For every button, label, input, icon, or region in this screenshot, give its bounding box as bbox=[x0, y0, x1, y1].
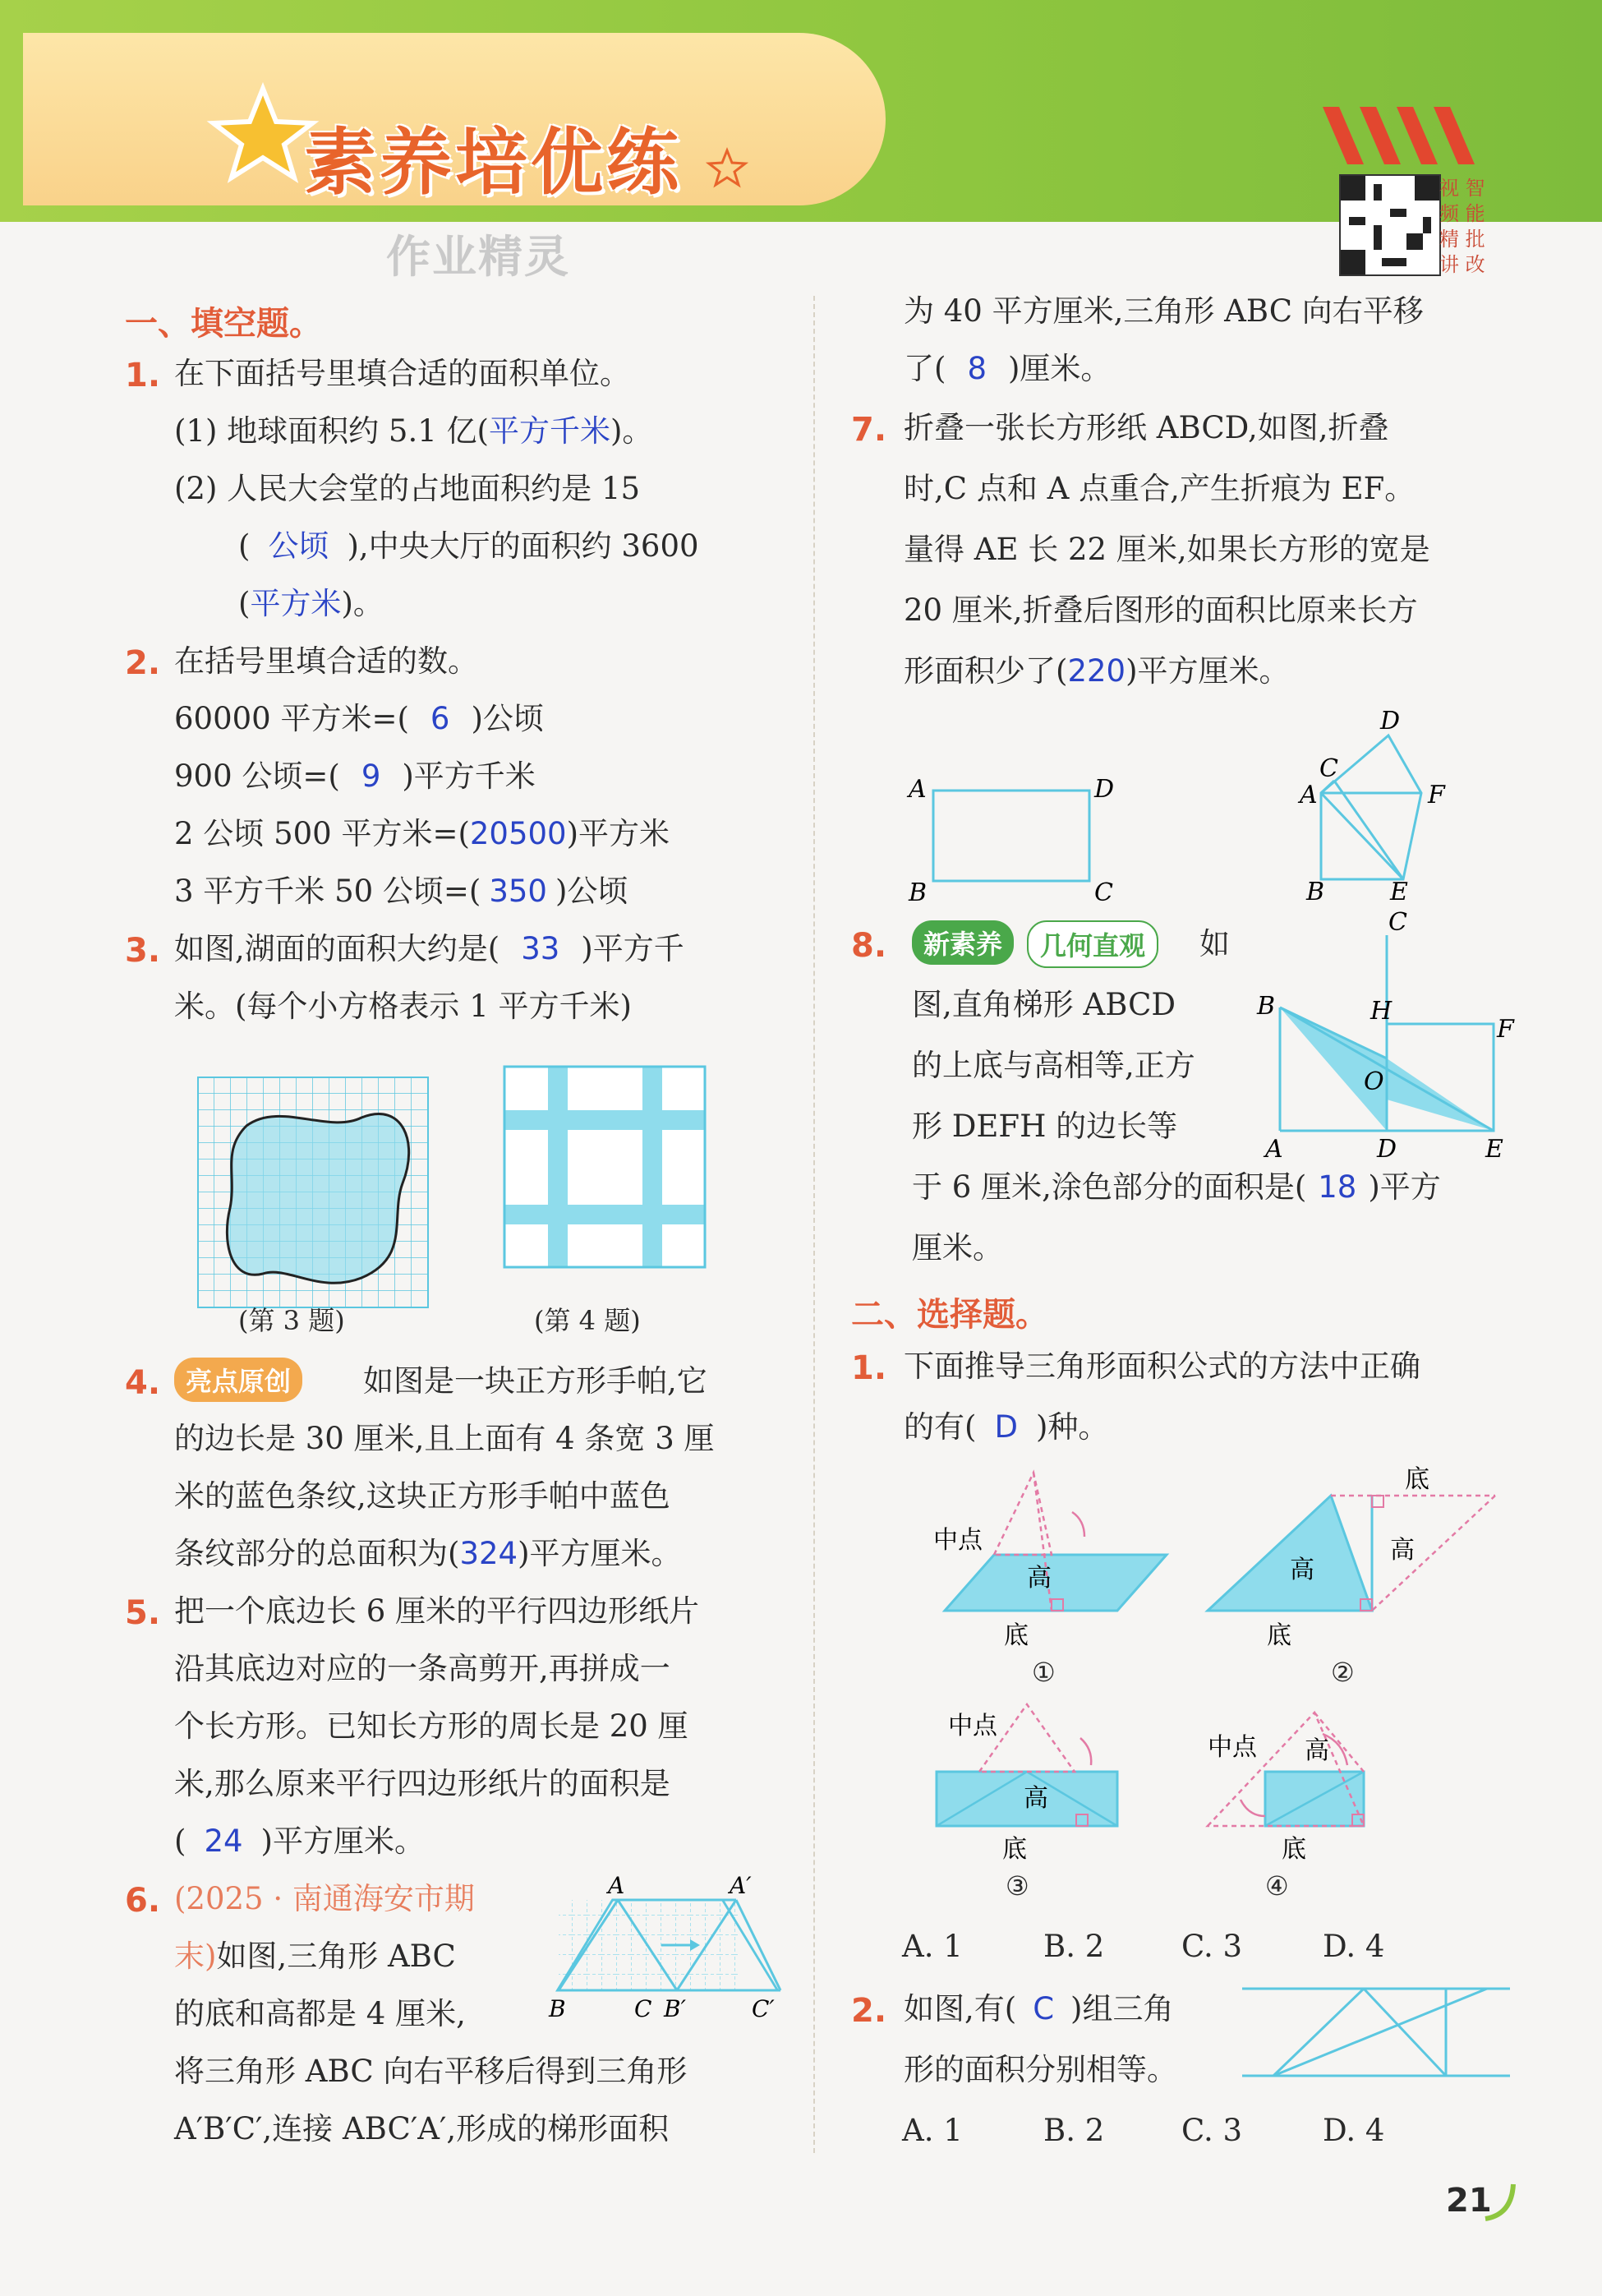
q5-number: 5. bbox=[125, 1594, 161, 1632]
c2-option-c[interactable]: C. 3 bbox=[1181, 2113, 1243, 2148]
c1-fig4-height: 高 bbox=[1305, 1736, 1329, 1765]
c1-fig3-base: 底 bbox=[1002, 1835, 1027, 1864]
q8-trapezoid-figure bbox=[1249, 908, 1514, 1165]
geometry-badge: 几何直观 bbox=[1027, 920, 1158, 968]
q6-line7: 了( 8 )厘米。 bbox=[904, 351, 1112, 386]
c1-circle-4: ④ bbox=[1265, 1870, 1289, 1902]
c1-fig1-base: 底 bbox=[1004, 1621, 1029, 1650]
watermark: 作业精灵 bbox=[386, 231, 570, 283]
c1-fig2-base-top: 底 bbox=[1405, 1465, 1429, 1494]
new-literacy-badge: 新素养 bbox=[912, 920, 1014, 965]
q6-label-b-prime: B′ bbox=[664, 1995, 686, 2022]
q4-number: 4. bbox=[125, 1364, 161, 1402]
q7-line1: 折叠一张长方形纸 ABCD,如图,折叠 bbox=[904, 410, 1389, 445]
c1-circle-1: ① bbox=[1032, 1657, 1056, 1688]
q7-line5: 形面积少了(220)平方厘米。 bbox=[904, 653, 1290, 689]
q6-trapezoid-figure bbox=[542, 1872, 789, 2023]
q4-line4: 条纹部分的总面积为(324)平方厘米。 bbox=[174, 1536, 682, 1571]
q1-sub2-line3: (平方米)。 bbox=[238, 586, 384, 621]
q6-line5: A′B′C′,连接 ABC′A′,形成的梯形面积 bbox=[174, 2111, 670, 2146]
c2-option-b[interactable]: B. 2 bbox=[1043, 2113, 1105, 2148]
q7-fold-label-d: D bbox=[1380, 707, 1401, 735]
column-divider bbox=[813, 296, 815, 2153]
q1-stem: 在下面括号里填合适的面积单位。 bbox=[174, 356, 630, 391]
q6-label-a-prime: A′ bbox=[730, 1872, 752, 1899]
q5-line4: 米,那么原来平行四边形纸片的面积是 bbox=[174, 1766, 670, 1801]
q8-number: 8. bbox=[851, 927, 887, 965]
q7-fold-label-e: E bbox=[1390, 878, 1408, 906]
c1-fig3-mid: 中点 bbox=[948, 1712, 997, 1740]
q7-rect-label-c: C bbox=[1094, 878, 1113, 907]
q7-rect-label-d: D bbox=[1094, 775, 1115, 804]
small-star-icon bbox=[707, 148, 748, 189]
q6-line6: 为 40 平方厘米,三角形 ABC 向右平移 bbox=[904, 293, 1424, 329]
q5-line5: ( 24 )平方厘米。 bbox=[174, 1823, 425, 1859]
q1-sub1-answer: 平方千米 bbox=[488, 413, 610, 449]
q2-line3: 2 公顷 500 平方米=(20500)平方米 bbox=[174, 816, 670, 851]
q1-sub2-line2: ( 公顷 ),中央大厅的面积约 3600 bbox=[238, 528, 699, 564]
q6-label-c: C bbox=[634, 1995, 652, 2022]
c2-number: 2. bbox=[851, 1992, 887, 2030]
c1-figure-2 bbox=[1199, 1463, 1512, 1652]
c1-circle-2: ② bbox=[1331, 1657, 1355, 1688]
q7-rect-label-a: A bbox=[909, 775, 927, 804]
c2-line2: 形的面积分别相等。 bbox=[904, 2052, 1177, 2087]
handkerchief-figure bbox=[503, 1065, 708, 1270]
q7-rect-label-b: B bbox=[909, 878, 928, 907]
q8-line1: 如 bbox=[1199, 926, 1230, 961]
c2-option-a[interactable]: A. 1 bbox=[902, 2113, 963, 2148]
q5-line3: 个长方形。已知长方形的周长是 20 厘 bbox=[174, 1708, 688, 1744]
q7-fold-label-b: B bbox=[1306, 878, 1325, 906]
q8-line4: 形 DEFH 的边长等 bbox=[912, 1109, 1178, 1144]
c1-fig1-mid: 中点 bbox=[933, 1526, 983, 1555]
q8-label-b: B bbox=[1257, 992, 1276, 1021]
figure4-caption: (第 4 题) bbox=[534, 1305, 641, 1336]
q3-number: 3. bbox=[125, 932, 161, 970]
q6-line4: 将三角形 ABC 向右平移后得到三角形 bbox=[174, 2054, 688, 2089]
c1-option-d[interactable]: D. 4 bbox=[1323, 1929, 1385, 1964]
q2-stem: 在括号里填合适的数。 bbox=[174, 643, 478, 679]
q2-line1: 60000 平方米=( 6 )公顷 bbox=[174, 701, 544, 736]
q8-label-d: D bbox=[1377, 1135, 1397, 1164]
q7-fold-label-f: F bbox=[1428, 781, 1445, 809]
q2-line2: 900 公顷=( 9 )平方千米 bbox=[174, 758, 536, 794]
q6-line3: 的底和高都是 4 厘米, bbox=[174, 1996, 466, 2031]
q7-rectangle-figure bbox=[904, 764, 1115, 907]
original-badge: 亮点原创 bbox=[174, 1358, 302, 1402]
c1-fig1-height: 高 bbox=[1027, 1564, 1052, 1593]
q2-line4: 3 平方千米 50 公顷=( 350 )公顷 bbox=[174, 874, 628, 909]
c1-figure-3 bbox=[928, 1693, 1175, 1865]
q6-line2: 末)如图,三角形 ABC bbox=[174, 1939, 456, 1974]
c1-line1: 下面推导三角形面积公式的方法中正确 bbox=[904, 1349, 1420, 1384]
section-fill-title: 一、填空题。 bbox=[125, 305, 322, 343]
q6-label-b: B bbox=[549, 1995, 566, 2022]
q6-number: 6. bbox=[125, 1882, 161, 1920]
q8-line2: 图,直角梯形 ABCD bbox=[912, 987, 1176, 1022]
c1-number: 1. bbox=[851, 1349, 887, 1387]
c2-line1: 如图,有( C )组三角 bbox=[904, 1991, 1174, 2026]
q6-label-c-prime: C′ bbox=[752, 1995, 775, 2022]
q8-label-h: H bbox=[1370, 997, 1393, 1026]
q1-sub2-answer1: 公顷 bbox=[268, 528, 329, 564]
q8-label-c: C bbox=[1388, 908, 1407, 937]
c1-fig2-height-right: 高 bbox=[1390, 1536, 1415, 1565]
q7-folded-figure bbox=[1282, 703, 1479, 908]
c1-option-b[interactable]: B. 2 bbox=[1043, 1929, 1105, 1964]
qr-label: 视 智 频 能 精 批 讲 改 bbox=[1439, 177, 1485, 276]
lake-grid-figure bbox=[197, 1077, 435, 1315]
header-stripes bbox=[1323, 107, 1471, 164]
c1-fig4-base: 底 bbox=[1282, 1835, 1306, 1864]
q7-line2: 时,C 点和 A 点重合,产生折痕为 EF。 bbox=[904, 471, 1416, 506]
page-swoosh-icon bbox=[1479, 2178, 1520, 2227]
q1-sub2-answer2: 平方米 bbox=[250, 586, 342, 621]
q8-label-a: A bbox=[1265, 1135, 1283, 1164]
page-title: 素养培优练 bbox=[304, 119, 683, 205]
q5-line2: 沿其底边对应的一条高剪开,再拼成一 bbox=[174, 1651, 670, 1686]
c1-fig4-mid: 中点 bbox=[1208, 1733, 1257, 1762]
q6-label-a: A bbox=[608, 1872, 625, 1899]
q8-line5: 于 6 厘米,涂色部分的面积是( 18 )平方 bbox=[912, 1169, 1441, 1205]
q2-number: 2. bbox=[125, 644, 161, 682]
q7-number: 7. bbox=[851, 411, 887, 449]
c2-option-d[interactable]: D. 4 bbox=[1323, 2113, 1385, 2148]
q4-line3: 米的蓝色条纹,这块正方形手帕中蓝色 bbox=[174, 1478, 670, 1514]
q7-line3: 量得 AE 长 22 厘米,如果长方形的宽是 bbox=[904, 532, 1430, 567]
c1-figure-4 bbox=[1199, 1693, 1479, 1865]
q8-label-e: E bbox=[1485, 1135, 1503, 1164]
q1-sub2-line1: (2) 人民大会堂的占地面积约是 15 bbox=[174, 471, 641, 506]
q8-label-o: O bbox=[1364, 1067, 1384, 1096]
q3-line2: 米。(每个小方格表示 1 平方千米) bbox=[174, 989, 632, 1024]
q6-source: (2025 · 南通海安市期 bbox=[174, 1881, 475, 1916]
q4-line1: 如图是一块正方形手帕,它 bbox=[363, 1363, 707, 1399]
q1-sub1: (1) 地球面积约 5.1 亿(平方千米)。 bbox=[174, 413, 653, 449]
q4-line2: 的边长是 30 厘米,且上面有 4 条宽 3 厘 bbox=[174, 1421, 715, 1456]
q8-label-f: F bbox=[1497, 1015, 1514, 1044]
q3-line1: 如图,湖面的面积大约是( 33 )平方千 bbox=[174, 931, 684, 966]
section-choice-title: 二、选择题。 bbox=[851, 1296, 1048, 1334]
c1-fig3-height: 高 bbox=[1024, 1784, 1048, 1813]
c1-figure-1 bbox=[928, 1463, 1175, 1652]
q8-line6: 厘米。 bbox=[912, 1230, 1003, 1266]
c1-fig2-base: 底 bbox=[1267, 1621, 1291, 1650]
figure3-caption: (第 3 题) bbox=[238, 1305, 345, 1336]
c1-option-c[interactable]: C. 3 bbox=[1181, 1929, 1243, 1964]
star-icon bbox=[205, 82, 320, 181]
q7-fold-label-a: A bbox=[1300, 781, 1318, 809]
page-number: 21 bbox=[1446, 2182, 1492, 2220]
c1-fig2-height: 高 bbox=[1290, 1556, 1314, 1584]
q7-line4: 20 厘米,折叠后图形的面积比原来长方 bbox=[904, 592, 1418, 628]
c1-circle-3: ③ bbox=[1006, 1870, 1029, 1902]
c1-option-a[interactable]: A. 1 bbox=[902, 1929, 963, 1964]
qr-code[interactable] bbox=[1339, 174, 1441, 276]
c2-parallel-lines-figure bbox=[1241, 1979, 1512, 2086]
c1-line2: 的有( D )种。 bbox=[904, 1409, 1109, 1445]
q5-line1: 把一个底边长 6 厘米的平行四边形纸片 bbox=[174, 1593, 700, 1629]
q8-line3: 的上底与高相等,正方 bbox=[912, 1048, 1195, 1083]
q7-fold-label-c: C bbox=[1319, 754, 1338, 783]
q1-number: 1. bbox=[125, 357, 161, 394]
